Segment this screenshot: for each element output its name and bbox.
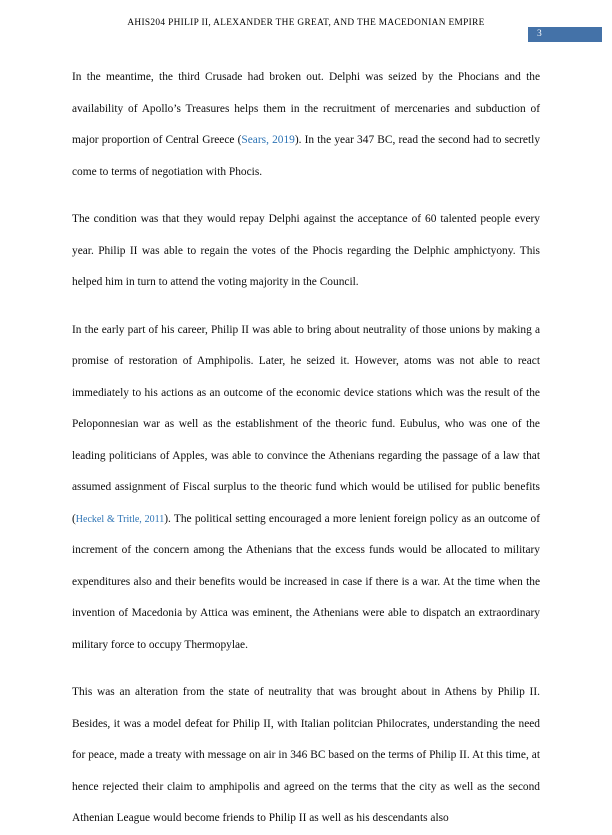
- body-paragraph: [72, 62, 540, 188]
- document-body: [72, 62, 540, 835]
- paragraph-text: ). The political setting encouraged a more lenient foreign policy as an outcome of increment of the concern among the Athenians that the excess funds would be allocated to military expenditures also and their benefits would be increased in case if there is a war. At the time when the invention of Macedonia by Attica was eminent, the Athenians were able to dispatch an extraordinary military force to occupy Thermopylae.: [72, 512, 540, 651]
- page-number: 3: [537, 29, 542, 39]
- paragraph-text: This was an alteration from the state of neutrality that was brought about in Athens by Philip II. Besides, it was a model defeat for Philip II, with Italian politcian Philocrates, understanding the need for peace, made a treaty with message on air in 346 BC based on the terms of Philip II. At this time, at hence rejected their claim to amphipolis and agreed on the terms that the city as well as the second Athenian League would become friends to Philip II as well as his descendants also: [72, 686, 540, 824]
- paragraph-text: In the meantime, the third Crusade had broken out. Delphi was seized by the Phocians and the availability of Apollo’s Treasures helps them in the recruitment of mercenaries and subduction of major proportion of Central Greece (: [72, 71, 540, 146]
- page-number-band: [528, 27, 602, 42]
- body-paragraph: [72, 677, 540, 835]
- body-paragraph: [72, 204, 540, 299]
- paragraph-text: ). In the year 347 BC, read the second had to secretly come to terms of negotiation with Phocis.: [72, 134, 541, 178]
- citation-reference: Sears, 2019: [241, 134, 295, 146]
- citation-reference: Heckel & Tritle, 2011: [75, 513, 165, 525]
- header-title: AHIS204 PHILIP II, ALEXANDER THE GREAT, AND THE MACEDONIAN EMPIRE: [127, 18, 485, 28]
- page-header: [72, 18, 540, 38]
- body-paragraph: [72, 315, 540, 662]
- paragraph-text: In the early part of his career, Philip II was able to bring about neutrality of those unions by making a promise of restoration of Amphipolis. Later, he seized it. However, atoms was not able to react immediately to his actions as an outcome of the economic device stations which was the result of the Peloponnesian war as well as the establishment of the theoric fund. Eubulus, who was one of the leading politicians of Apples, was able to convince the Athenians regarding the passage of a law that assumed assignment of Fiscal surplus to the theoric fund which would be utilised for public benefits (: [72, 323, 540, 525]
- paragraph-text: The condition was that they would repay Delphi against the acceptance of 60 talented people every year. Philip II was able to regain the votes of the Phocis regarding the Delphic amphictyony. This helped him in turn to attend the voting majority in the Council.: [72, 213, 540, 288]
